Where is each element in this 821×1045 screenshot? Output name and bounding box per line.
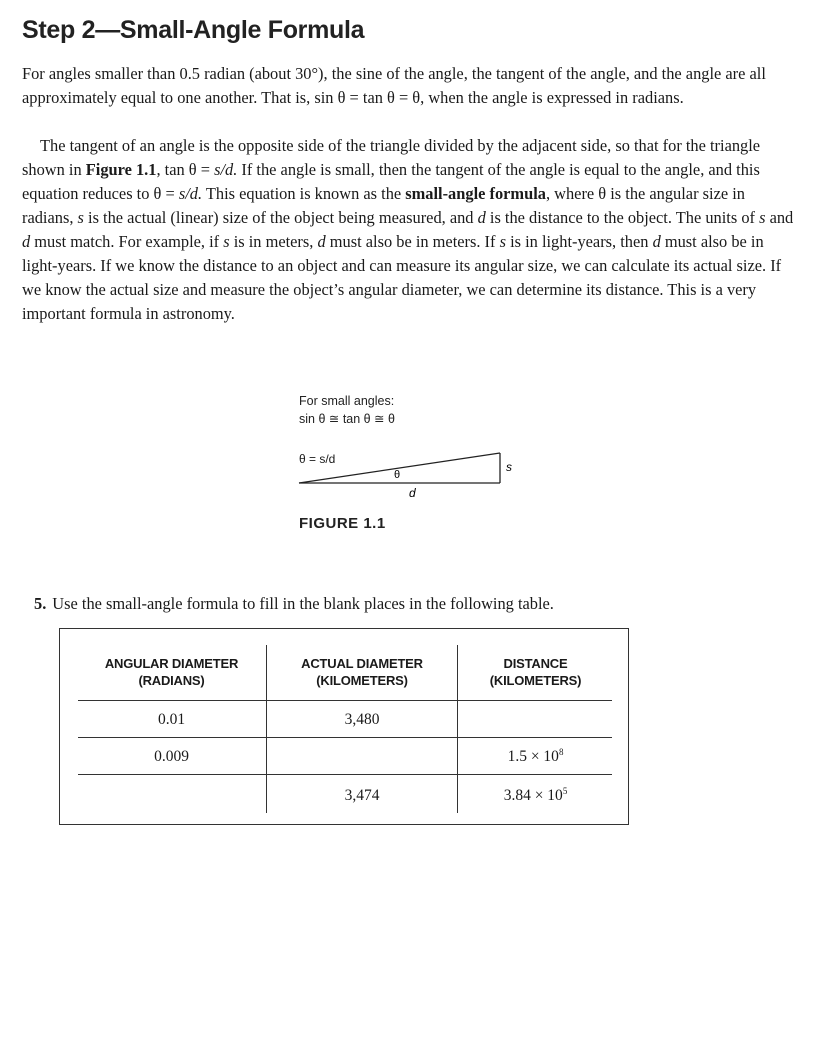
header-line: ACTUAL DIAMETER [301, 656, 423, 671]
column-header-angular-diameter [78, 655, 265, 689]
cell-angular-diameter: 0.01 [157, 711, 186, 728]
figure-caption: FIGURE 1.1 [299, 515, 386, 532]
distance-exponent: 8 [558, 746, 564, 757]
variable: s [759, 208, 766, 227]
column-header-distance [459, 655, 612, 689]
text: , tan θ = [156, 160, 215, 179]
text: is in meters, [229, 232, 318, 251]
figure-note-line2: sin θ ≅ tan θ ≅ θ [299, 412, 395, 426]
text: must also be in light-years. If we know the distance to an object and can measure its angular size, we can calculate its actual size. If we know the actual size and measure the object’s angular diameter, we can determine its distance. This is a very important formula in astronomy. [22, 232, 782, 323]
text: and [765, 208, 794, 227]
question-5 [34, 592, 794, 616]
variable: d [22, 232, 31, 251]
equation: s/d. [214, 160, 238, 179]
text: The tangent of an angle is the opposite side of the triangle divided by the adjacent side, so that for the triangle shown in [22, 136, 761, 179]
section-heading: Step 2—Small-Angle Formula [22, 16, 365, 44]
distance-base: 1.5 × 10 [507, 748, 559, 765]
header-line: ANGULAR DIAMETER [104, 656, 239, 671]
explanation-paragraph [22, 134, 797, 326]
row-divider [78, 737, 612, 738]
variable: d [317, 232, 326, 251]
column-divider [266, 645, 267, 813]
text: is the distance to the object. The units of [485, 208, 760, 227]
header-line: (KILOMETERS) [489, 673, 582, 688]
variable: s [77, 208, 84, 227]
header-line: (KILOMETERS) [316, 673, 408, 688]
key-term: small-angle formula [405, 184, 546, 203]
equation: s/d. [178, 184, 203, 203]
small-angle-triangle-diagram [296, 446, 526, 506]
header-line: DISTANCE [503, 656, 568, 671]
distance-label: d [409, 486, 416, 500]
question-number: 5. [34, 594, 47, 613]
text: is in light-years, then [505, 232, 653, 251]
text: , where θ is the angular size in radians, [22, 184, 745, 227]
text: If the angle is small, then the tangent of the angle is equal to the angle, and this equation reduces to θ = [22, 160, 760, 203]
row-divider [78, 774, 612, 775]
column-header-actual-diameter [268, 655, 456, 689]
text: must match. For example, if [30, 232, 224, 251]
variable: d [477, 208, 486, 227]
intro-paragraph [22, 62, 797, 110]
theta-label: θ [394, 469, 401, 481]
text: is the actual (linear) size of the object being measured, and [83, 208, 478, 227]
question-text: Use the small-angle formula to fill in the blank places in the following table. [52, 594, 554, 613]
figure-equation: θ = s/d [299, 452, 336, 466]
intro-text: For angles smaller than 0.5 radian (about 30°), the sine of the angle, the tangent of the angle, and the angle are all approximately equal to one another. That is, sin θ = tan θ = θ, when the angle is expressed in radians. [22, 64, 766, 107]
row-divider [78, 700, 612, 701]
size-label: s [506, 460, 512, 474]
column-divider [457, 645, 458, 813]
figure-note-line1: For small angles: [299, 394, 395, 408]
distance-base: 3.84 × 10 [503, 787, 563, 804]
variable: d [652, 232, 661, 251]
cell-actual-diameter: 3,474 [344, 787, 380, 804]
cell-actual-diameter: 3,480 [344, 711, 380, 728]
text: must also be in meters. If [325, 232, 500, 251]
variable: s [223, 232, 230, 251]
text: This equation is known as the [202, 184, 406, 203]
cell-distance [459, 786, 612, 806]
variable: s [499, 232, 506, 251]
distance-exponent: 5 [562, 785, 568, 796]
cell-angular-diameter: 0.009 [154, 748, 189, 765]
figure-reference: Figure 1.1 [85, 160, 157, 179]
cell-distance [459, 747, 612, 767]
header-line: (RADIANS) [138, 673, 205, 688]
